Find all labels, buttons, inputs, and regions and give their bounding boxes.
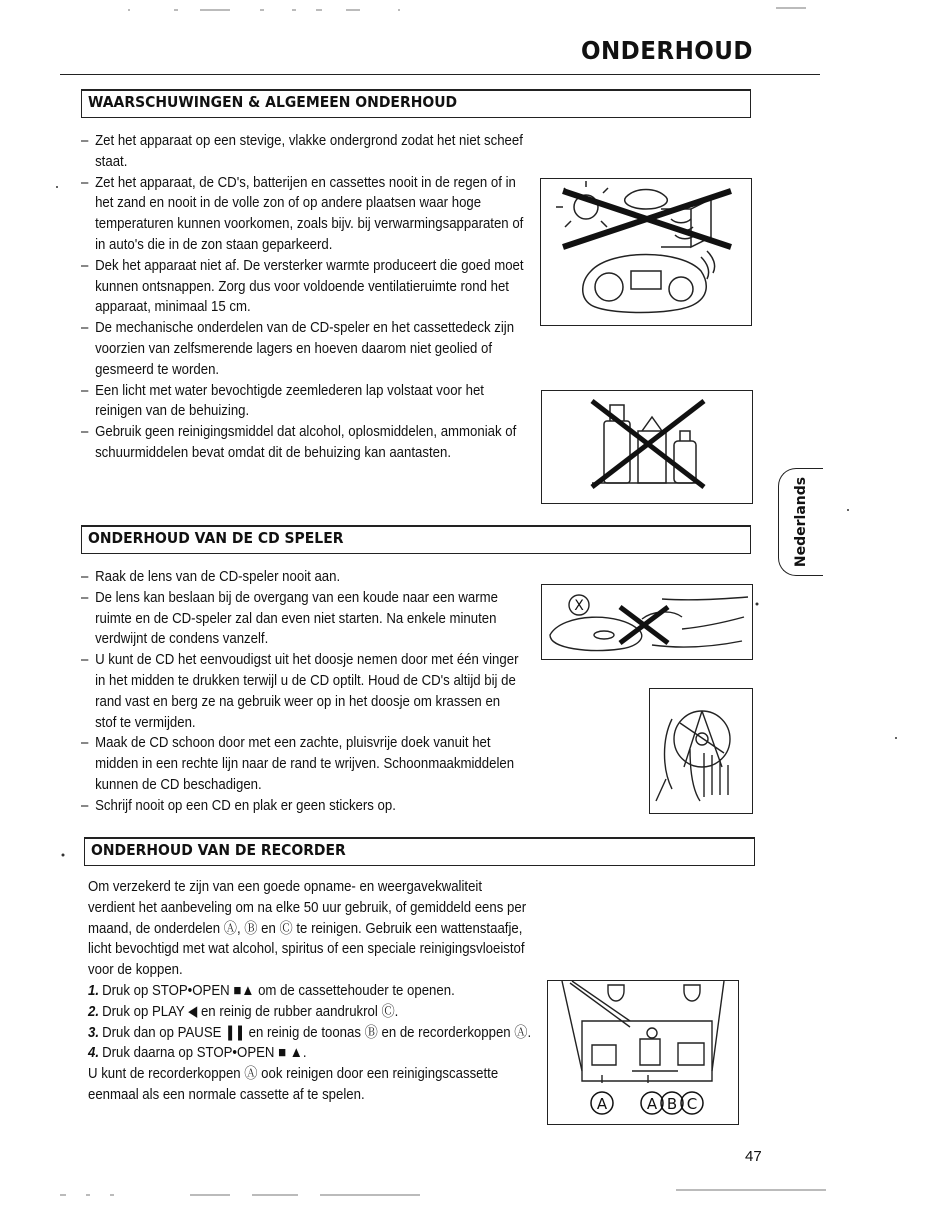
figure-cd-cleaning — [649, 688, 753, 814]
step-number: 3. — [88, 1023, 100, 1041]
section-heading-cd-player-label: ONDERHOUD VAN DE CD SPELER — [88, 529, 344, 547]
list-item: – Dek het apparaat niet af. De versterker warmte produceert die goed moet kunnen ontsnappen. Zorg dus voor voldoende ventilatieruimte rond het apparaat, minimaal 15 cm. — [81, 256, 528, 318]
warnings-text — [81, 131, 528, 464]
cd-player-text — [81, 567, 521, 817]
section-heading-recorder — [84, 837, 755, 866]
heat-warning-illustration — [541, 179, 751, 325]
list-item — [88, 1023, 532, 1044]
section-heading-warnings-label: WAARSCHUWINGEN & ALGEMEEN ONDERHOUD — [88, 93, 458, 111]
recorder-text — [88, 877, 532, 1106]
list-item: – Schrijf nooit op een CD en plak er geen stickers op. — [81, 796, 521, 817]
cd-cleaning-illustration — [650, 689, 752, 813]
list-item — [88, 981, 532, 1002]
label-b: B — [666, 1095, 678, 1113]
figure-recorder-heads — [547, 980, 739, 1125]
step-number: 1. — [88, 981, 100, 999]
list-item: – Zet het apparaat op een stevige, vlakke ondergrond zodat het niet scheef staat. — [81, 131, 528, 173]
label-a-left: A — [596, 1095, 608, 1113]
step-number: 2. — [88, 1002, 100, 1020]
label-a: A — [646, 1095, 658, 1113]
figure-chemicals-warning — [541, 390, 753, 504]
recorder-intro: Om verzekerd te zijn van een goede opname- en weergavekwaliteit verdient het aanbeveling om na elke 50 uur gebruik, of gemiddeld eens per maand, de onderdelen Ⓐ, Ⓑ en Ⓒ te reinigen. Gebruik een wattenstaafje, licht bevochtigd met wat alcohol, spiritus of een speciale reinigingsvloeistof voor de koppen. — [88, 878, 527, 979]
list-item: – Raak de lens van de CD-speler nooit aan. — [81, 567, 521, 588]
page-number: 47 — [745, 1148, 762, 1165]
language-tab-label: Nederlands — [793, 476, 809, 568]
cd-warning-letter: X — [574, 598, 584, 614]
section-heading-warnings — [81, 89, 751, 118]
title-rule — [60, 74, 820, 75]
recorder-outro: U kunt de recorderkoppen Ⓐ ook reinigen door een reinigingscassette eenmaal als een normale cassette af te spelen. — [88, 1065, 499, 1103]
list-item: – U kunt de CD het eenvoudigst uit het doosje nemen door met één vinger in het midden te drukken terwijl u de CD optilt. Houd de CD's altijd bij de rand vast en berg ze na gebruik weer op in het doosje om krassen en stof te vermijden. — [81, 650, 521, 733]
list-item: – Een licht met water bevochtigde zeemlederen lap volstaat voor het reinigen van de behuizing. — [81, 381, 528, 423]
list-item — [88, 1043, 532, 1064]
list-item: – Gebruik geen reinigingsmiddel dat alcohol, oplosmiddelen, ammoniak of schuurmiddelen bevat omdat dit de behuizing kan aantasten. — [81, 422, 528, 464]
figure-lens-warning — [541, 584, 753, 660]
step-text: Druk daarna op STOP•OPEN ■ ▲. — [102, 1044, 307, 1062]
cd-player-list — [81, 567, 521, 817]
language-tab — [778, 468, 823, 576]
step-text: Druk op STOP•OPEN ■▲ om de cassettehouder te openen. — [102, 981, 455, 999]
section-heading-cd-player — [81, 525, 751, 554]
section-heading-recorder-label: ONDERHOUD VAN DE RECORDER — [91, 841, 346, 859]
step-text: Druk op PLAY ◀ en reinig de rubber aandrukrol Ⓒ. — [102, 1002, 399, 1020]
list-item: – De mechanische onderdelen van de CD-speler en het cassettedeck zijn voorzien van zelfsmerende lagers en hoeven daarom niet geolied of gesmeerd te worden. — [81, 318, 553, 380]
recorder-heads-illustration — [548, 981, 738, 1124]
step-text: Druk dan op PAUSE ❚❚ en reinig de toonas Ⓑ en de recorderkoppen Ⓐ. — [102, 1023, 532, 1041]
step-number: 4. — [88, 1044, 100, 1062]
list-item — [88, 1002, 532, 1023]
list-item: – Zet het apparaat, de CD's, batterijen en cassettes nooit in de regen of in het zand en nooit in de volle zon of op andere plaatsen waar hoge temperaturen kunnen voorkomen, zoals bijv. bij verwarmingsapparaten of in auto's die in de zon staan geparkeerd. — [81, 173, 528, 256]
recorder-steps — [88, 981, 532, 1064]
label-c: C — [686, 1095, 698, 1113]
warnings-list — [81, 131, 528, 464]
lens-warning-illustration — [542, 585, 752, 659]
list-item: – De lens kan beslaan bij de overgang van een koude naar een warme ruimte en de CD-speler zal dan even niet starten. Na enkele minuten verdwijnt de condens vanzelf. — [81, 588, 521, 650]
page-title: ONDERHOUD — [580, 36, 753, 65]
list-item: – Maak de CD schoon door met een zachte, pluisvrije doek vanuit het midden in een rechte lijn naar de rand te wrijven. Schoonmaakmiddelen kunnen de CD beschadigen. — [81, 733, 521, 795]
figure-heat-warning — [540, 178, 752, 326]
chemicals-illustration — [542, 391, 752, 503]
